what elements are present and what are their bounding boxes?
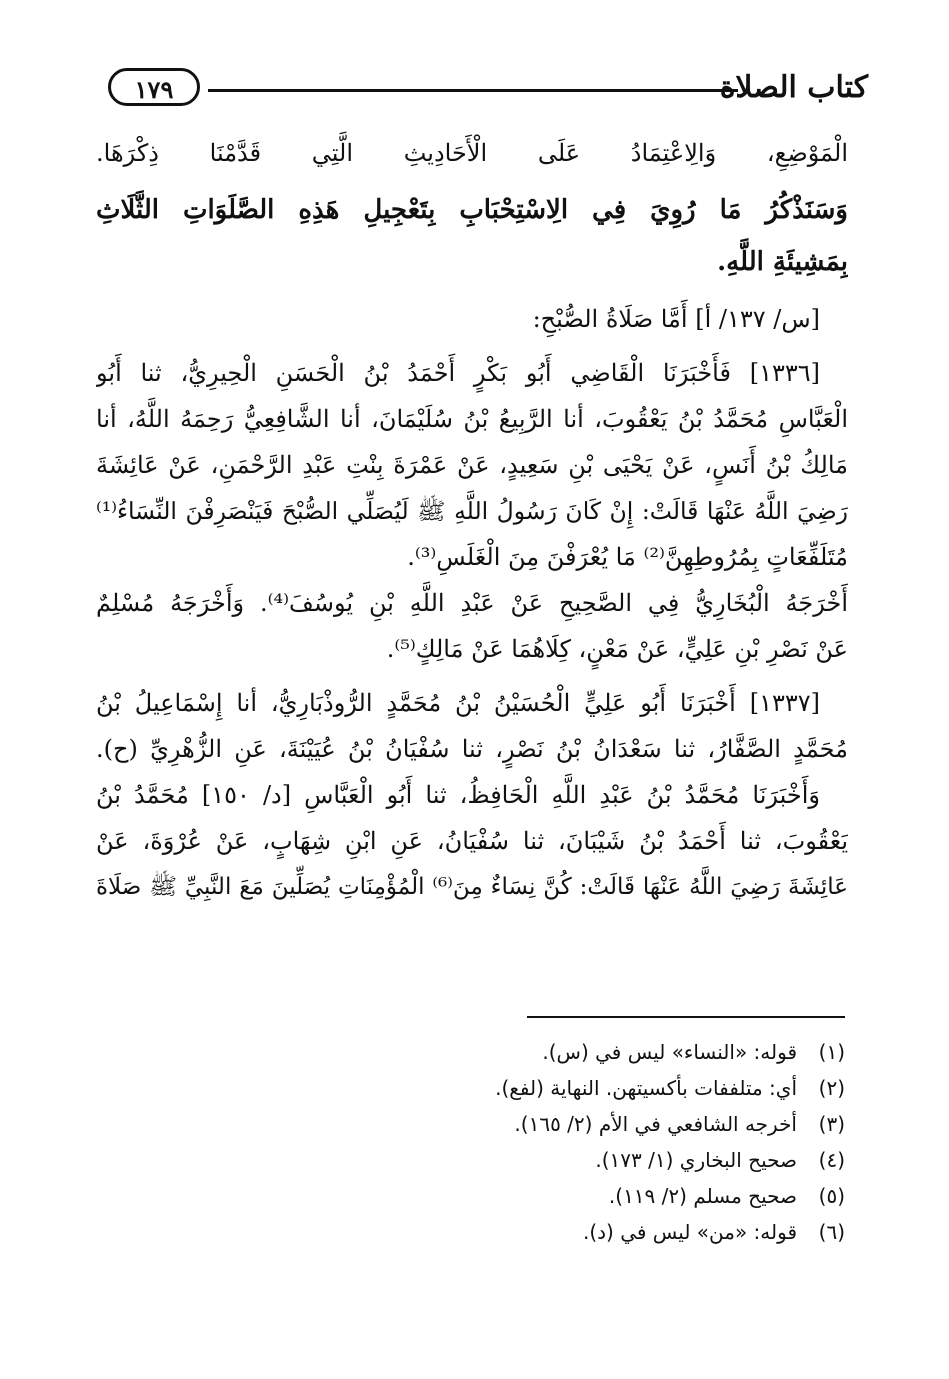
page-number: ١٧٩: [108, 68, 200, 106]
footnote-divider: [527, 1016, 845, 1018]
footnote-text: أي: متلففات بأكسيتهن. النهاية (لفع).: [495, 1076, 797, 1100]
text-line: يَعْقُوبَ، ثنا أَحْمَدُ بْنُ شَيْبَانَ، ثنا سُفْيَانُ، عَنِ ابْنِ شِهَابٍ، عَنْ عُرْوَةَ، عَنْ: [96, 827, 848, 855]
text-line: وَسَنَذْكُرُ مَا رُوِيَ فِي الِاسْتِحْبَابِ بِتَعْجِيلِ هَذِهِ الصَّلَوَاتِ الثَّلَاثِ: [96, 195, 848, 225]
footnote-number: (٢): [818, 1076, 845, 1100]
footnotes: [325, 1034, 845, 1250]
text-line: بِمَشِيئَةِ اللَّهِ.: [717, 247, 848, 277]
text-line: أَخْرَجَهُ الْبُخَارِيُّ فِي الصَّحِيحِ عَنْ عَبْدِ اللَّهِ بْنِ يُوسُفَ⁽⁴⁾. وَأَخْرَجَهُ مُسْلِمٌ: [96, 589, 848, 617]
footnote-number: (٦): [818, 1220, 845, 1244]
footnote: [325, 1142, 845, 1178]
footnote: [325, 1070, 845, 1106]
footnote-text: صحيح مسلم (٢/ ١١٩).: [608, 1184, 797, 1208]
footnote: [325, 1106, 845, 1142]
footnote-text: قوله: «من» ليس في (د).: [582, 1220, 797, 1244]
text-line: عَنْ نَصْرِ بْنِ عَلِيٍّ، عَنْ مَعْنٍ، كِلَاهُمَا عَنْ مَالِكٍ⁽⁵⁾.: [386, 635, 848, 663]
hadith-1336-line: [١٣٣٦] فَأَخْبَرَنَا الْقَاضِي أَبُو بَكْرٍ أَحْمَدُ بْنُ الْحَسَنِ الْحِيرِيُّ، ثنا أَبُو: [96, 359, 820, 387]
footnote-number: (٥): [818, 1184, 845, 1208]
text-line: الْعَبَّاسِ مُحَمَّدُ بْنُ يَعْقُوبَ، أنا الرَّبِيعُ بْنُ سُلَيْمَانَ، أنا الشَّافِعِيُّ رَحِمَهُ اللَّهُ، أنا: [96, 405, 848, 433]
hadith-1337-line: [١٣٣٧] أَخْبَرَنَا أَبُو عَلِيٍّ الْحُسَيْنُ بْنُ مُحَمَّدٍ الرُّوذْبَارِيُّ، أنا إِسْمَاعِيلُ بْنُ: [96, 689, 820, 717]
text-line: مَالِكُ بْنُ أَنَسٍ، عَنْ يَحْيَى بْنِ سَعِيدٍ، عَنْ عَمْرَةَ بِنْتِ عَبْدِ الرَّحْمَنِ، عَنْ عَائِشَةَ: [96, 451, 848, 479]
book-title: كتاب الصلاة: [719, 70, 868, 105]
footnote-number: (١): [818, 1040, 845, 1064]
text-line: وَأَخْبَرَنَا مُحَمَّدُ بْنُ عَبْدِ اللَّهِ الْحَافِظُ، ثنا أَبُو الْعَبَّاسِ [د/ ١٥٠] مُحَمَّدُ بْنُ: [96, 781, 820, 809]
text-line: رَضِيَ اللَّهُ عَنْهَا قَالَتْ: إِنْ كَانَ رَسُولُ اللَّهِ ﷺ لَيُصَلِّي الصُّبْحَ فَيَنْصَرِفْنَ النِّسَاءُ⁽¹⁾: [96, 497, 848, 525]
header-rule: [208, 89, 738, 92]
footnote-number: (٣): [818, 1112, 845, 1136]
footnote-text: أخرجه الشافعي في الأم (٢/ ١٦٥).: [514, 1112, 797, 1136]
text-line: مُتَلَفِّعَاتٍ بِمُرُوطِهِنَّ⁽²⁾ مَا يُعْرَفْنَ مِنَ الْغَلَسِ⁽³⁾.: [407, 543, 848, 571]
text-line: الْمَوْضِعِ، وَالِاعْتِمَادُ عَلَى الْأَحَادِيثِ الَّتِي قَدَّمْنَا ذِكْرَهَا.: [96, 139, 848, 167]
main-text: [96, 130, 848, 910]
footnote: [325, 1178, 845, 1214]
footnote-text: قوله: «النساء» ليس في (س).: [542, 1040, 797, 1064]
footnote-text: صحيح البخاري (١/ ١٧٣).: [595, 1148, 797, 1172]
footnote: [325, 1214, 845, 1250]
page-header: [108, 66, 868, 110]
footnote: [325, 1034, 845, 1070]
section-heading: [س/ ١٣٧/ أ] أَمَّا صَلَاةُ الصُّبْحِ:: [532, 305, 820, 333]
text-line: عَائِشَةَ رَضِيَ اللَّهُ عَنْهَا قَالَتْ: كُنَّ نِسَاءٌ مِنَ⁽⁶⁾ الْمُؤْمِنَاتِ يُصَلِّينَ مَعَ النَّبِيِّ ﷺ صَلَاةَ: [96, 874, 848, 900]
text-line: مُحَمَّدٍ الصَّفَّارُ، ثنا سَعْدَانُ بْنُ نَصْرٍ، ثنا سُفْيَانُ بْنُ عُيَيْنَةَ، عَنِ الزُّهْرِيِّ (ح).: [96, 735, 848, 763]
footnote-number: (٤): [818, 1148, 845, 1172]
